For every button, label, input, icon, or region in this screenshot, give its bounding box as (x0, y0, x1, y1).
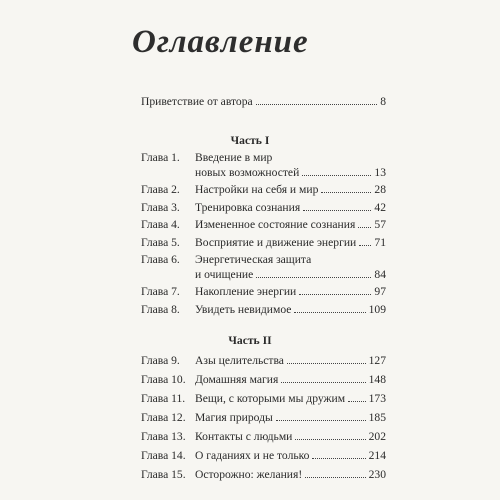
chapter-number: Глава 10. (141, 373, 186, 386)
toc-entry[interactable] (141, 391, 386, 406)
chapter-title: О гаданиях и не только (195, 449, 310, 462)
toc-entry[interactable] (141, 182, 386, 197)
toc-entry[interactable] (141, 150, 386, 165)
dot-leader (256, 104, 378, 105)
toc-entry[interactable] (141, 217, 386, 232)
chapter-number: Глава 14. (141, 449, 186, 462)
toc-entry-greeting[interactable] (141, 94, 386, 109)
dot-leader (358, 227, 371, 228)
chapter-page: 42 (374, 201, 386, 214)
chapter-page: 84 (374, 268, 386, 281)
chapter-title: Восприятие и движение энергии (195, 236, 357, 249)
chapter-title: Накопление энергии (195, 285, 297, 298)
chapter-title: Увидеть невидимое (195, 303, 292, 316)
toc-entry[interactable] (141, 252, 386, 267)
chapter-page: 57 (374, 218, 386, 231)
dot-leader (348, 401, 366, 402)
chapter-number: Глава 5. (141, 236, 180, 249)
dot-leader (321, 192, 371, 193)
chapter-number: Глава 1. (141, 151, 180, 164)
part-heading: Часть II (228, 334, 272, 347)
chapter-page: 109 (368, 303, 386, 316)
toc-entry[interactable] (141, 372, 386, 387)
page-title: Оглавление (132, 24, 309, 60)
chapter-title: Тренировка сознания (195, 201, 301, 214)
chapter-title: Магия природы (195, 411, 273, 424)
chapter-page: 97 (374, 285, 386, 298)
toc-entry[interactable] (141, 353, 386, 368)
toc-entry-continuation[interactable] (195, 267, 386, 282)
chapter-number: Глава 12. (141, 411, 186, 424)
dot-leader (359, 245, 371, 246)
dot-leader (295, 439, 365, 440)
toc-entry[interactable] (141, 200, 386, 215)
dot-leader (299, 294, 371, 295)
chapter-title: Настройки на себя и мир (195, 183, 319, 196)
toc-entry[interactable] (141, 410, 386, 425)
dot-leader (305, 477, 365, 478)
chapter-page: 71 (374, 236, 386, 249)
dot-leader (294, 312, 365, 313)
toc-entry[interactable] (141, 429, 386, 444)
chapter-number: Глава 4. (141, 218, 180, 231)
dot-leader (303, 210, 371, 211)
chapter-number: Глава 9. (141, 354, 180, 367)
part-heading: Часть I (230, 134, 270, 147)
chapter-page: 214 (368, 449, 386, 462)
entry-page: 8 (380, 95, 386, 108)
toc-entry[interactable] (141, 448, 386, 463)
dot-leader (287, 363, 366, 364)
chapter-number: Глава 6. (141, 253, 180, 266)
chapter-title: Домашняя магия (195, 373, 279, 386)
dot-leader (256, 277, 371, 278)
chapter-page: 230 (368, 468, 386, 481)
toc-entry[interactable] (141, 302, 386, 317)
chapter-page: 202 (368, 430, 386, 443)
chapter-number: Глава 11. (141, 392, 186, 405)
chapter-number: Глава 13. (141, 430, 186, 443)
chapter-page: 185 (368, 411, 386, 424)
dot-leader (312, 458, 365, 459)
chapter-number: Глава 8. (141, 303, 180, 316)
chapter-title: Вещи, с которыми мы дружим (195, 392, 346, 405)
toc-entry[interactable] (141, 284, 386, 299)
dot-leader (281, 382, 365, 383)
chapter-title: Измененное состояние сознания (195, 218, 356, 231)
chapter-title: Энергетическая защита (195, 253, 312, 266)
chapter-number: Глава 15. (141, 468, 186, 481)
chapter-page: 13 (374, 166, 386, 179)
chapter-title: Введение в мир (195, 151, 273, 164)
toc-entry[interactable] (141, 235, 386, 250)
dot-leader (302, 175, 371, 176)
chapter-page: 28 (374, 183, 386, 196)
chapter-title: Осторожно: желания! (195, 468, 303, 481)
toc-entry[interactable] (141, 467, 386, 482)
chapter-page: 148 (368, 373, 386, 386)
chapter-title: Азы целительства (195, 354, 284, 367)
toc-entry-continuation[interactable] (195, 165, 386, 180)
dot-leader (276, 420, 366, 421)
entry-title: Приветствие от автора (141, 95, 253, 108)
chapter-number: Глава 7. (141, 285, 180, 298)
chapter-title-line2: новых возможностей (195, 166, 300, 179)
chapter-title: Контакты с людьми (195, 430, 293, 443)
chapter-number: Глава 3. (141, 201, 180, 214)
chapter-number: Глава 2. (141, 183, 180, 196)
chapter-title-line2: и очищение (195, 268, 254, 281)
chapter-page: 173 (368, 392, 386, 405)
chapter-page: 127 (368, 354, 386, 367)
